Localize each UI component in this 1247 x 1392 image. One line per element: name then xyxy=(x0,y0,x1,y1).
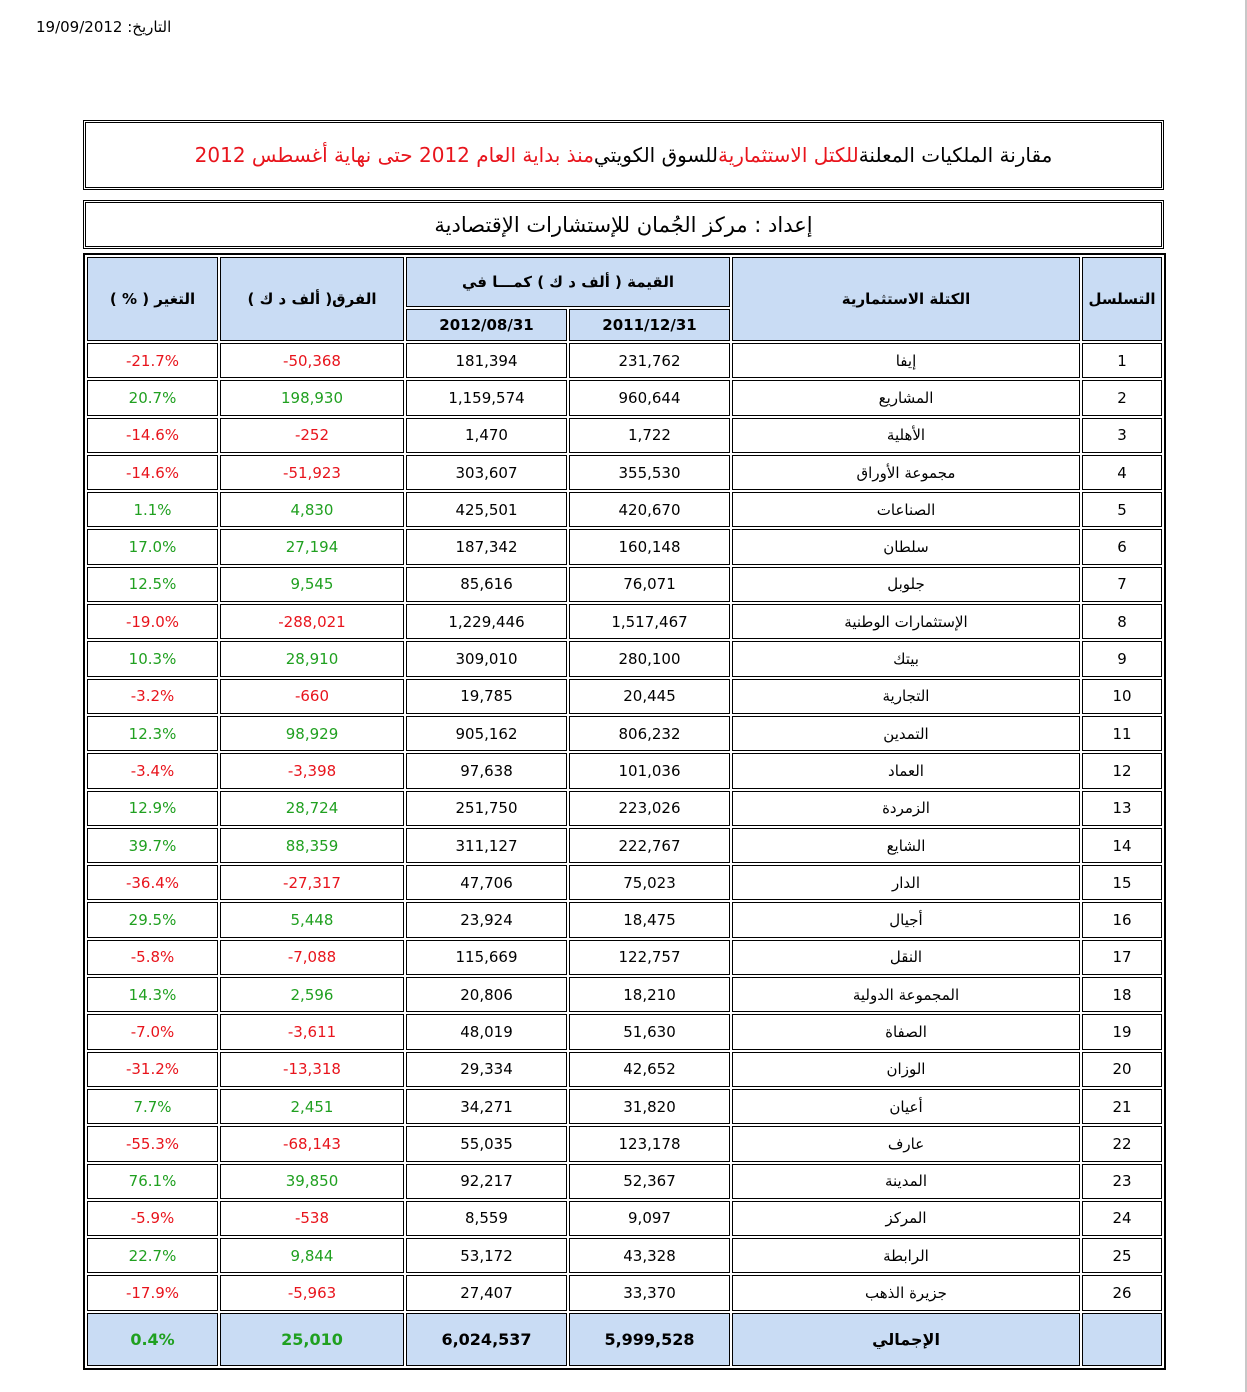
row-value-1: 122,757 xyxy=(569,940,730,975)
row-value-1: 1,517,467 xyxy=(569,604,730,639)
row-diff: -50,368 xyxy=(220,343,404,378)
total-v1: 5,999,528 xyxy=(569,1313,730,1366)
table-row xyxy=(87,641,1162,676)
row-change: 14.3% xyxy=(87,977,218,1012)
row-entity: إيفا xyxy=(732,343,1080,378)
row-value-2: 1,470 xyxy=(406,418,567,453)
row-value-1: 18,475 xyxy=(569,902,730,937)
prepared-by: إعداد : مركز الجُمان للإستشارات الإقتصادية xyxy=(83,200,1164,249)
row-value-1: 420,670 xyxy=(569,492,730,527)
row-value-2: 1,159,574 xyxy=(406,380,567,415)
row-serial: 6 xyxy=(1082,529,1162,564)
row-serial: 7 xyxy=(1082,567,1162,602)
row-value-1: 20,445 xyxy=(569,679,730,714)
table-row xyxy=(87,418,1162,453)
row-value-1: 280,100 xyxy=(569,641,730,676)
table-row xyxy=(87,604,1162,639)
row-diff: -252 xyxy=(220,418,404,453)
total-row xyxy=(87,1313,1162,1366)
row-value-2: 55,035 xyxy=(406,1126,567,1161)
row-diff: -51,923 xyxy=(220,455,404,490)
row-change: -3.4% xyxy=(87,753,218,788)
table-row xyxy=(87,902,1162,937)
date-value: 19/09/2012 xyxy=(36,18,123,36)
row-entity: الأهلية xyxy=(732,418,1080,453)
row-entity: جزيرة الذهب xyxy=(732,1275,1080,1310)
row-diff: 9,844 xyxy=(220,1238,404,1273)
row-diff: 4,830 xyxy=(220,492,404,527)
row-diff: 39,850 xyxy=(220,1164,404,1199)
row-serial: 19 xyxy=(1082,1014,1162,1049)
col-date-2: 2012/08/31 xyxy=(406,309,567,341)
table-row xyxy=(87,455,1162,490)
title-part-4: منذ بداية العام 2012 حتى نهاية أغسطس 2012 xyxy=(194,143,594,167)
row-serial: 16 xyxy=(1082,902,1162,937)
table-row xyxy=(87,529,1162,564)
row-entity: أجيال xyxy=(732,902,1080,937)
row-change: -17.9% xyxy=(87,1275,218,1310)
row-change: 76.1% xyxy=(87,1164,218,1199)
table-row xyxy=(87,865,1162,900)
row-diff: 27,194 xyxy=(220,529,404,564)
total-v2: 6,024,537 xyxy=(406,1313,567,1366)
row-value-1: 43,328 xyxy=(569,1238,730,1273)
row-value-2: 29,334 xyxy=(406,1052,567,1087)
row-change: 39.7% xyxy=(87,828,218,863)
total-diff: 25,010 xyxy=(220,1313,404,1366)
row-value-2: 181,394 xyxy=(406,343,567,378)
row-serial: 2 xyxy=(1082,380,1162,415)
row-change: 17.0% xyxy=(87,529,218,564)
row-diff: 88,359 xyxy=(220,828,404,863)
row-entity: بيتك xyxy=(732,641,1080,676)
row-entity: النقل xyxy=(732,940,1080,975)
row-entity: الصناعات xyxy=(732,492,1080,527)
row-value-2: 48,019 xyxy=(406,1014,567,1049)
title-part-2: للكتل الاستثمارية xyxy=(717,143,859,167)
row-change: 12.5% xyxy=(87,567,218,602)
row-diff: -7,088 xyxy=(220,940,404,975)
row-value-1: 18,210 xyxy=(569,977,730,1012)
row-diff: 5,448 xyxy=(220,902,404,937)
row-diff: -3,398 xyxy=(220,753,404,788)
row-value-1: 222,767 xyxy=(569,828,730,863)
row-change: -19.0% xyxy=(87,604,218,639)
row-serial: 17 xyxy=(1082,940,1162,975)
row-value-2: 251,750 xyxy=(406,791,567,826)
col-serial: التسلسل xyxy=(1082,257,1162,341)
row-serial: 4 xyxy=(1082,455,1162,490)
row-value-2: 309,010 xyxy=(406,641,567,676)
row-entity: الزمردة xyxy=(732,791,1080,826)
col-date-1: 2011/12/31 xyxy=(569,309,730,341)
total-label: الإجمالي xyxy=(732,1313,1080,1366)
row-change: -5.9% xyxy=(87,1201,218,1236)
col-value-group: القيمة ( ألف د ك ) كمـــا في xyxy=(406,257,730,307)
row-diff: 198,930 xyxy=(220,380,404,415)
row-diff: -68,143 xyxy=(220,1126,404,1161)
row-value-1: 806,232 xyxy=(569,716,730,751)
row-serial: 14 xyxy=(1082,828,1162,863)
row-diff: 2,596 xyxy=(220,977,404,1012)
row-value-2: 19,785 xyxy=(406,679,567,714)
row-entity: التجارية xyxy=(732,679,1080,714)
row-value-1: 101,036 xyxy=(569,753,730,788)
row-value-1: 1,722 xyxy=(569,418,730,453)
row-entity: أعيان xyxy=(732,1089,1080,1124)
row-change: -36.4% xyxy=(87,865,218,900)
row-change: -14.6% xyxy=(87,418,218,453)
row-entity: الوزان xyxy=(732,1052,1080,1087)
row-change: 10.3% xyxy=(87,641,218,676)
table-row xyxy=(87,791,1162,826)
row-entity: الإستثمارات الوطنية xyxy=(732,604,1080,639)
row-diff: 28,724 xyxy=(220,791,404,826)
row-serial: 8 xyxy=(1082,604,1162,639)
table-row xyxy=(87,977,1162,1012)
row-entity: عارف xyxy=(732,1126,1080,1161)
col-entity: الكتلة الاستثمارية xyxy=(732,257,1080,341)
row-value-1: 960,644 xyxy=(569,380,730,415)
row-change: 20.7% xyxy=(87,380,218,415)
table-row xyxy=(87,343,1162,378)
row-value-2: 1,229,446 xyxy=(406,604,567,639)
row-diff: -3,611 xyxy=(220,1014,404,1049)
row-value-2: 115,669 xyxy=(406,940,567,975)
row-value-2: 85,616 xyxy=(406,567,567,602)
table-row xyxy=(87,716,1162,751)
row-serial: 10 xyxy=(1082,679,1162,714)
row-entity: سلطان xyxy=(732,529,1080,564)
row-value-2: 97,638 xyxy=(406,753,567,788)
row-change: 7.7% xyxy=(87,1089,218,1124)
row-value-1: 76,071 xyxy=(569,567,730,602)
title-part-3: للسوق الكويتي xyxy=(593,143,718,167)
holdings-table xyxy=(83,253,1166,1370)
table-row xyxy=(87,1126,1162,1161)
table-row xyxy=(87,1014,1162,1049)
col-diff: الفرق( ألف د ك ) xyxy=(220,257,404,341)
row-value-2: 905,162 xyxy=(406,716,567,751)
row-serial: 15 xyxy=(1082,865,1162,900)
row-change: 12.9% xyxy=(87,791,218,826)
table-row xyxy=(87,753,1162,788)
table-row xyxy=(87,940,1162,975)
table-row xyxy=(87,492,1162,527)
row-value-1: 355,530 xyxy=(569,455,730,490)
row-diff: -288,021 xyxy=(220,604,404,639)
report-title xyxy=(83,120,1164,190)
row-serial: 12 xyxy=(1082,753,1162,788)
col-change: التغير ( % ) xyxy=(87,257,218,341)
row-serial: 26 xyxy=(1082,1275,1162,1310)
row-value-1: 223,026 xyxy=(569,791,730,826)
row-serial: 5 xyxy=(1082,492,1162,527)
row-change: -3.2% xyxy=(87,679,218,714)
table-row xyxy=(87,1275,1162,1310)
row-entity: التمدين xyxy=(732,716,1080,751)
row-entity: الصفاة xyxy=(732,1014,1080,1049)
table-row xyxy=(87,828,1162,863)
row-diff: -27,317 xyxy=(220,865,404,900)
row-diff: 2,451 xyxy=(220,1089,404,1124)
row-diff: 98,929 xyxy=(220,716,404,751)
report-date xyxy=(36,18,171,36)
row-entity: المركز xyxy=(732,1201,1080,1236)
row-entity: مجموعة الأوراق xyxy=(732,455,1080,490)
row-diff: 9,545 xyxy=(220,567,404,602)
row-value-1: 33,370 xyxy=(569,1275,730,1310)
row-change: 12.3% xyxy=(87,716,218,751)
row-value-2: 303,607 xyxy=(406,455,567,490)
row-entity: المجموعة الدولية xyxy=(732,977,1080,1012)
table-row xyxy=(87,1238,1162,1273)
row-serial: 9 xyxy=(1082,641,1162,676)
row-value-2: 425,501 xyxy=(406,492,567,527)
row-value-2: 20,806 xyxy=(406,977,567,1012)
row-serial: 21 xyxy=(1082,1089,1162,1124)
row-serial: 22 xyxy=(1082,1126,1162,1161)
row-value-2: 47,706 xyxy=(406,865,567,900)
row-change: -55.3% xyxy=(87,1126,218,1161)
row-diff: -538 xyxy=(220,1201,404,1236)
row-change: -14.6% xyxy=(87,455,218,490)
row-entity: المدينة xyxy=(732,1164,1080,1199)
row-value-1: 231,762 xyxy=(569,343,730,378)
row-value-2: 27,407 xyxy=(406,1275,567,1310)
row-diff: -5,963 xyxy=(220,1275,404,1310)
row-diff: -660 xyxy=(220,679,404,714)
row-entity: الشايع xyxy=(732,828,1080,863)
row-value-1: 52,367 xyxy=(569,1164,730,1199)
row-value-1: 75,023 xyxy=(569,865,730,900)
row-serial: 11 xyxy=(1082,716,1162,751)
row-serial: 25 xyxy=(1082,1238,1162,1273)
row-serial: 18 xyxy=(1082,977,1162,1012)
row-serial: 20 xyxy=(1082,1052,1162,1087)
row-change: -21.7% xyxy=(87,343,218,378)
row-value-2: 8,559 xyxy=(406,1201,567,1236)
table-row xyxy=(87,380,1162,415)
row-change: 29.5% xyxy=(87,902,218,937)
row-value-1: 160,148 xyxy=(569,529,730,564)
row-serial: 13 xyxy=(1082,791,1162,826)
row-entity: المشاريع xyxy=(732,380,1080,415)
row-value-1: 42,652 xyxy=(569,1052,730,1087)
table-row xyxy=(87,1201,1162,1236)
row-serial: 1 xyxy=(1082,343,1162,378)
table-row xyxy=(87,1089,1162,1124)
table-row xyxy=(87,1052,1162,1087)
row-value-1: 123,178 xyxy=(569,1126,730,1161)
row-serial: 3 xyxy=(1082,418,1162,453)
row-value-2: 53,172 xyxy=(406,1238,567,1273)
row-entity: العماد xyxy=(732,753,1080,788)
title-part-1: مقارنة الملكيات المعلنة xyxy=(858,143,1053,167)
table-row xyxy=(87,679,1162,714)
row-change: 1.1% xyxy=(87,492,218,527)
row-serial: 24 xyxy=(1082,1201,1162,1236)
row-change: 22.7% xyxy=(87,1238,218,1273)
row-value-1: 31,820 xyxy=(569,1089,730,1124)
row-value-2: 92,217 xyxy=(406,1164,567,1199)
table-body xyxy=(87,343,1162,1311)
row-value-2: 34,271 xyxy=(406,1089,567,1124)
row-serial: 23 xyxy=(1082,1164,1162,1199)
row-value-2: 187,342 xyxy=(406,529,567,564)
date-label: التاريخ: xyxy=(127,18,172,36)
total-pct: 0.4% xyxy=(87,1313,218,1366)
row-value-1: 51,630 xyxy=(569,1014,730,1049)
row-change: -5.8% xyxy=(87,940,218,975)
row-value-2: 23,924 xyxy=(406,902,567,937)
row-entity: الرابطة xyxy=(732,1238,1080,1273)
row-value-2: 311,127 xyxy=(406,828,567,863)
row-entity: جلوبل xyxy=(732,567,1080,602)
table-row xyxy=(87,1164,1162,1199)
row-diff: 28,910 xyxy=(220,641,404,676)
row-value-1: 9,097 xyxy=(569,1201,730,1236)
row-entity: الدار xyxy=(732,865,1080,900)
row-diff: -13,318 xyxy=(220,1052,404,1087)
table-row xyxy=(87,567,1162,602)
row-change: -7.0% xyxy=(87,1014,218,1049)
row-change: -31.2% xyxy=(87,1052,218,1087)
